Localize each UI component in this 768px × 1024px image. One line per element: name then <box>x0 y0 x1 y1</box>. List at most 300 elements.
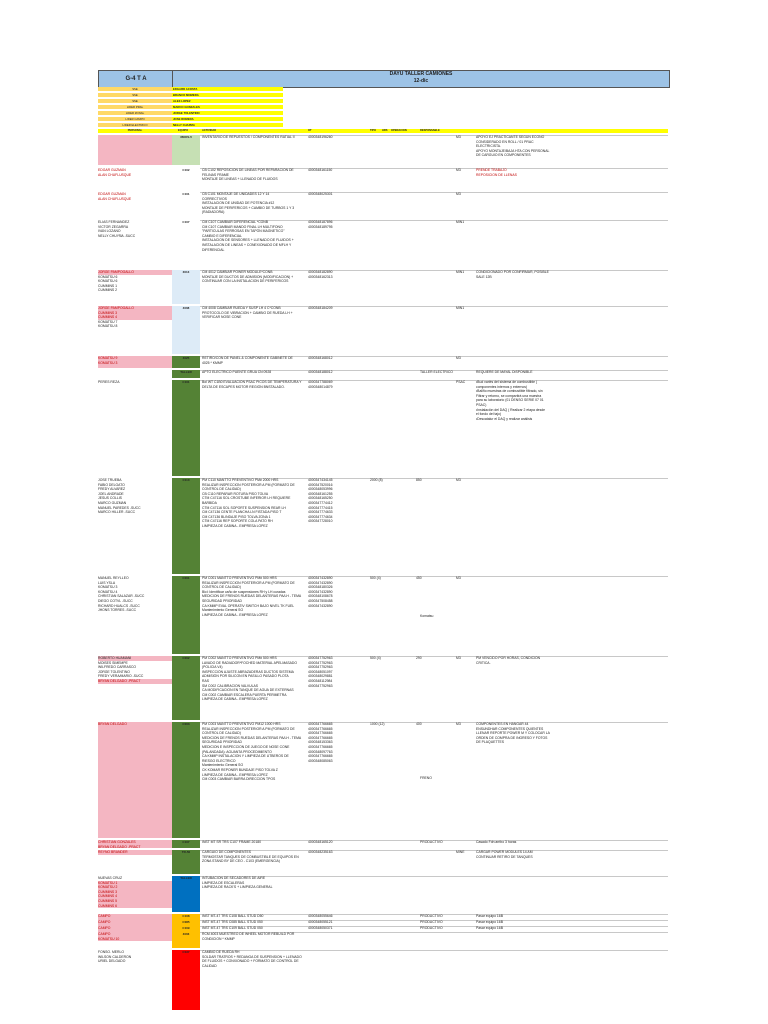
role-label: LIDER CAMPO <box>98 117 172 121</box>
activity-text: CONTINUAR CON LA INSTALACION DE PERIFERICOS <box>202 279 289 284</box>
person-name: KOMATSU 1 <box>98 881 172 886</box>
hrs-value: 290 <box>416 656 422 660</box>
role-person: BRANCO MOMERA <box>172 93 283 97</box>
personnel-cell <box>98 192 172 218</box>
person-name: CUMMINS 3 <box>98 890 172 895</box>
responsable-value: MIN1 <box>456 306 465 310</box>
ot-cell <box>308 576 364 608</box>
person-name: ALAN CHUFLUSQUE <box>98 196 132 201</box>
table-row <box>98 478 668 574</box>
ot-cell <box>308 370 364 375</box>
ot-cell <box>308 168 364 173</box>
observation-text: •Bud variés del sistema de combustible ( <box>476 380 538 384</box>
responsable-value: MIN1 <box>456 270 465 274</box>
equipment-cell <box>172 656 200 720</box>
person-name: CAMPO <box>98 932 172 937</box>
activity-cell <box>202 192 306 215</box>
tipo-value: 500 (4) <box>370 656 381 660</box>
observation-text: ORDEN DE COMPRA DE INGRESO Y FOTOS <box>476 735 548 740</box>
activity-text: CTM C47116 SOL CROSTUBE INFERIOR LH REQUIERE <box>202 496 291 501</box>
activity-text: Bicl: Identificar caño de suspensiones RH y LH curadas <box>202 589 286 594</box>
activity-text: DIFERENCIAL <box>202 247 225 252</box>
ot-number: 4000348108678 <box>308 594 333 599</box>
ot-number: 4000347520016 <box>308 482 333 487</box>
brand-title: G-4 T A <box>125 76 147 82</box>
operacion-value: M3 <box>456 722 461 726</box>
title-cell <box>172 70 670 88</box>
ot-cell <box>308 840 364 845</box>
observation-text: CONTINUAR RETIRO DE TANQUES <box>476 854 533 859</box>
table-row <box>98 270 668 304</box>
equipment-cell <box>172 876 200 912</box>
observation-text: PSAC) <box>476 402 487 407</box>
observation-cell <box>476 722 596 745</box>
person-name: CHRISTIAN SALAZAR -SUCC <box>98 594 145 599</box>
ot-number: 4000348165120 <box>308 840 333 844</box>
responsable-value: MIN1 <box>456 220 465 224</box>
ot-number: 4000348196260 <box>308 135 333 139</box>
ot-number: 4000348180326 <box>308 585 333 590</box>
equipment-cell <box>172 192 200 218</box>
activity-text: INST MT-47 TRS C109 BALL STUD 050 <box>202 926 263 930</box>
equipment-code: 3013 <box>182 270 190 274</box>
equipment-code: C002 <box>182 656 190 660</box>
table-row <box>98 656 668 720</box>
personnel-cell <box>98 370 172 378</box>
activity-text: CB C101 MONTAJE DE UNIDADES 12 Y 14 <box>202 192 270 196</box>
observation-text: APOYO EJ PRACTICANTE SEGÚN ECONO <box>476 135 545 139</box>
equipment-cell <box>172 135 200 165</box>
role-person: ALEX LOPEZ <box>172 99 283 103</box>
ot-number: 4000347432890 <box>308 580 333 585</box>
ot-cell <box>308 220 364 229</box>
activity-text: CAMBIO DE RUEDA RH <box>202 950 240 954</box>
activity-text: TERMOSTAR TANQUES DE COMBUSTIBLE DE EQUIPOS EN <box>202 854 299 859</box>
activity-text: (RADIADORA) <box>202 210 225 215</box>
activity-cell <box>202 850 306 864</box>
activity-text: LIMPIEZA DE CABINA - EMPRESA LOPEZ <box>202 697 268 702</box>
ot-number: 4000348053996 <box>308 487 333 492</box>
activity-text: CM C47136 CENTE PLANCHA LN FISTADA PISO T <box>202 510 282 515</box>
observation-text: ENSUNDHAR COMPONENTES QUIENTES <box>476 726 544 731</box>
activity-text: LIMPIEZA DE CABINA - EMPRESA LOPEZ <box>202 523 268 528</box>
personnel-cell <box>98 850 172 874</box>
table-row <box>98 576 668 654</box>
observation-text: PM VENCIDO POR HORAS, CONDICION <box>476 656 541 660</box>
activity-text: SOLDAR TRATROS + REDANGA DE SUSPENSION + LLENADO <box>202 954 302 959</box>
observation-text: APOYO MONTAJE/BAJA HTA CON PERSONAL <box>476 148 550 153</box>
activity-cell <box>202 950 306 968</box>
equipment-cell <box>172 576 200 654</box>
person-name: ALAN CHUFLUSQUE <box>98 172 132 177</box>
personnel-cell <box>98 306 172 354</box>
tipo-cell <box>370 478 400 483</box>
hrs-cell <box>416 656 436 661</box>
col-equipo: EQUIPO <box>178 129 189 132</box>
observation-cell <box>476 135 596 158</box>
role-person: MARCO GONZALES <box>172 105 283 109</box>
col-personal: PERSONAL <box>127 129 143 132</box>
ot-cell <box>308 356 364 361</box>
person-name: JORGE PAMPOGALLO <box>98 306 172 311</box>
operacion-value: M3 <box>456 656 461 660</box>
person-name: KOMATSU 2 <box>98 885 172 890</box>
activity-text: REALIZAR INSPECCION POSTERIOR A PM (FORMATO DE <box>202 482 295 487</box>
ot-number: 4000347432890 <box>308 603 333 608</box>
observation-cell <box>476 914 596 919</box>
person-name: NUEVAS CRUZ <box>98 876 123 880</box>
ot-number: 4000348029881 <box>308 674 333 679</box>
table-row <box>98 356 668 368</box>
person-name: JESUS COLLIS <box>98 496 122 501</box>
activity-text: LAVADO DE RADIADOR*FOCHED MATERIAL APELMASADO <box>202 660 298 665</box>
tipo-cell <box>370 656 400 661</box>
activity-text: INSTALACION DE UNIDAD DE POTENCIA #12 <box>202 201 275 206</box>
activity-cell <box>202 168 306 182</box>
person-name: EDGAR GUZMAN <box>98 192 126 196</box>
activity-text: SM C002 CALIBRACION VALVULAS <box>202 683 259 688</box>
equipment-cell <box>172 370 200 378</box>
table-row <box>98 722 668 838</box>
role-label: SSE <box>98 87 172 91</box>
person-name: IVAN LOZANO <box>98 229 121 234</box>
equipment-code: 360KS-5 <box>180 135 192 139</box>
activity-cell <box>202 920 306 925</box>
activity-cell <box>202 478 306 529</box>
equipment-cell <box>172 478 200 574</box>
responsable-value: M3 <box>456 192 461 196</box>
activity-text: REALIZAR INSPECCION POSTERIOR A PM (FORMATO DE <box>202 726 295 731</box>
ot-cell <box>308 850 364 855</box>
ot-number: 4000348051097 <box>308 669 333 674</box>
activity-cell <box>202 370 306 375</box>
equipment-code: C085 <box>182 920 190 924</box>
activity-text: MONTAJE DE LINEAS + LLENADO DE FLUIDOS <box>202 177 278 182</box>
observation-text: Pasar equipo 16B <box>476 914 503 918</box>
observation-text: PRENDE TRABAJO <box>476 168 507 172</box>
observation-cell <box>476 850 596 859</box>
equipment-code: C001 <box>182 576 190 580</box>
col-responsable: RESPONSABLE <box>420 129 440 132</box>
person-name: KOMATSU 6 <box>98 279 118 284</box>
activity-text: RIESGO ELECTRICO <box>202 758 236 763</box>
ot-number: 4000348014879 <box>308 384 333 389</box>
operacion-cell <box>420 914 460 919</box>
operacion-cell <box>456 478 496 483</box>
equipment-cell <box>172 356 200 368</box>
person-name: PERES REZA <box>98 380 120 384</box>
equipment-cell <box>172 220 200 268</box>
extra-note: Komatsu <box>420 614 434 618</box>
table-row <box>98 876 668 912</box>
equipment-cell <box>172 840 200 848</box>
person-name: KOMATSU 4 <box>98 589 118 594</box>
responsable-cell <box>456 306 490 311</box>
ot-number: 4000348153363 <box>308 740 333 745</box>
person-name: ROBERTO HUAMANI <box>98 656 172 661</box>
ot-number: 4000348235163 <box>308 850 333 854</box>
equipment-code: TR-50 <box>181 850 191 854</box>
person-name: WILFREDO CARRASCO <box>98 665 137 670</box>
ot-number: 4000348189795 <box>308 224 333 229</box>
personnel-cell <box>98 220 172 268</box>
activity-text: CONTROL DE CALIDAD) <box>202 731 241 736</box>
person-name: BRYAN DELGADO -PRACT <box>98 844 141 849</box>
personnel-cell <box>98 356 172 368</box>
ot-number: 4000347774412 <box>308 500 333 505</box>
activity-text: LIMPIEZA DE CABINA - EMPRESA LOPEZ <box>202 772 268 777</box>
activity-text: CONTROL DE CALIDAD) <box>202 487 241 492</box>
ot-number: 4000347766665 <box>308 735 333 740</box>
activity-text: INSTALACION DE SENSORES + LLENADO DE FLUIDOS + <box>202 238 294 243</box>
role-label: SSE <box>98 99 172 103</box>
role-label: SSE <box>98 93 172 97</box>
role-person: JOSE ROMERA <box>172 117 283 121</box>
personnel-cell <box>98 270 172 304</box>
equipment-code: 4025 <box>182 356 190 360</box>
ot-number: 4000347752963 <box>308 683 333 688</box>
sheet-title: DAYU TALLER CAMIONES <box>389 71 453 77</box>
table-row <box>98 192 668 218</box>
activity-text: (POLICIA V4) <box>202 665 223 670</box>
table-row <box>98 135 668 165</box>
activity-text: ZONA STAND BY DE CEO - C103 (EMERGENCIA) <box>202 859 280 864</box>
ot-number: 4000347752963 <box>308 656 333 660</box>
table-row <box>98 220 668 268</box>
person-name: JORGE PAMPOGALLO <box>98 270 172 275</box>
activity-text: CB C110 REPARAR ROTURA PISO TOLVA <box>202 491 269 496</box>
table-row <box>98 840 668 848</box>
equipment-code: C110 <box>182 478 190 482</box>
ot-cell <box>308 920 364 925</box>
observation-cell <box>476 168 596 177</box>
ot-cell <box>308 914 364 919</box>
col-ot: OT <box>308 129 312 132</box>
operacion-value: PSAC <box>456 380 466 384</box>
person-name: CUMMINS 3 <box>98 311 172 316</box>
activity-text: RCM 4003 MUESTREO DE WHEEL MOTOR REBUILD POR <box>202 932 295 936</box>
activity-text: INSTALACION DE LINEAS + CONEXIONADO DE MFLH Y <box>202 242 292 247</box>
observation-text: Pasar equipo 16B <box>476 926 503 930</box>
role-label: LIDER ZONAL <box>98 111 172 115</box>
activity-cell <box>202 135 306 140</box>
equipment-code: 4008 <box>182 306 190 310</box>
personnel-cell <box>98 656 172 720</box>
person-name: RICHARD HUALCS -SUCC <box>98 603 140 608</box>
person-name: FREDY VERA/MARIO -SUCC <box>98 674 144 679</box>
person-name: MANUEL PAREDES -SUCC <box>98 505 141 510</box>
operacion-cell <box>420 920 460 925</box>
responsable-value: M3 <box>456 356 461 360</box>
table-row <box>98 370 668 378</box>
activity-text: CM 4008 CAMBIAR RUEDA Y SUSP LH 4 C*CONB <box>202 306 281 310</box>
person-name: WILSON CALDERON <box>98 954 132 959</box>
role-row <box>98 105 668 109</box>
ot-number: 4000348162313 <box>308 274 333 279</box>
equipment-code: TALLER <box>180 876 192 880</box>
observation-text: SALE 12B <box>476 274 492 279</box>
activity-text: PM C003 MANTTO PREVENTIVO PM12 1000 HRS <box>202 722 281 726</box>
ot-cell <box>308 270 364 279</box>
ot-number: 4000347728010 <box>308 519 333 524</box>
activity-text: RAS <box>202 678 209 683</box>
ot-number: 4000347766665 <box>308 731 333 736</box>
person-name: CUMMINS 2 <box>98 288 118 293</box>
operacion-cell <box>420 926 460 931</box>
activity-text: CARGUIO DE COMPONENTES <box>202 850 251 854</box>
ot-number: 4000347508458 <box>308 598 333 603</box>
observation-cell <box>476 380 596 421</box>
person-name: EDGAR GUZMAN <box>98 168 126 172</box>
ot-number: 4000348182890 <box>308 270 333 274</box>
observation-cell <box>476 656 596 665</box>
activity-cell <box>202 914 306 919</box>
observation-text: CONSIDERADO EN ROLL / 01 PRAC <box>476 139 534 144</box>
person-name: CUMMINS 1 <box>98 283 118 288</box>
activity-text: CA KMMP EVAL OPERATIV SWITCH BAJO NIVEL TK FUEL <box>202 603 295 608</box>
col-actividad: ACTIVIDAD <box>202 129 217 132</box>
activity-text: MONTAJE DE PERIFERICOS + CAMBIO DE TURBOS 1 Y 3 <box>202 205 295 210</box>
col-operacion: OPERACION <box>391 129 407 132</box>
equipment-cell <box>172 306 200 354</box>
sheet-date: 12-dic <box>413 78 429 84</box>
hrs-cell <box>416 722 436 727</box>
equipment-cell <box>172 722 200 838</box>
tipo-value: 2000 (8) <box>370 478 383 482</box>
observation-text: •Baliño muestras de combustible filtrado, sin <box>476 389 543 394</box>
ot-number: 4000348112984 <box>308 678 333 683</box>
observation-text: REQUIERE DE MAYAL DISPONIBLE <box>476 370 533 374</box>
responsable-value: M3 <box>456 135 461 139</box>
activity-text: CM C107 CAMBIAR MANDO FINAL LH MULTIFONO <box>202 224 283 229</box>
activity-text: FELINAS FRAME <box>202 172 229 177</box>
ot-number: 4000347432890 <box>308 589 333 594</box>
operacion-cell <box>456 576 496 581</box>
observation-text: ELECTRICISTA. <box>476 144 501 149</box>
observation-text: LLENAR REPORTE POWER M Y COLOCAR LA <box>476 731 550 736</box>
role-row <box>98 87 668 91</box>
observation-cell <box>476 370 596 375</box>
equipment-code: C109 <box>182 926 190 930</box>
person-name: KOMATSU 3 <box>98 360 118 365</box>
hrs-value: 450 <box>416 576 422 580</box>
activity-text: (PALANDADA): AGUANTA PROCEDIMIENTO <box>202 749 272 754</box>
table-row <box>98 380 668 476</box>
activity-text: SEGURIDAD PRIORIDAD <box>202 740 242 745</box>
operacion-value: PRODUCTIVO <box>420 926 443 930</box>
person-name: DIEGO COTVL -SUCC <box>98 598 133 603</box>
activity-text: LIMPIEZA DE ESCALERAS <box>202 880 245 885</box>
ot-number: 4000347432890 <box>308 576 333 580</box>
ot-number: 4000347774415 <box>308 505 333 510</box>
activity-text: CAMBIO E DIFERENCIAL <box>202 233 242 238</box>
activity-text: DELTA DE ESCAPES MOTOR REGIÓN BNSTALADO. <box>202 384 285 389</box>
person-name: JHONS TORRES -SUCC <box>98 608 137 613</box>
ot-number: 4000347752963 <box>308 660 333 665</box>
activity-cell <box>202 306 306 320</box>
activity-text: MEDICION E INSPECCION DE JUEGO DE NOSE CONE <box>202 744 290 749</box>
ot-number: 4000348161255 <box>308 491 333 496</box>
observation-text: DE CARGUIO EN COMPONENTES <box>476 153 531 158</box>
observation-text: CARGAR POWER MODULES 14 AM <box>476 850 533 854</box>
equipment-cell <box>172 932 200 948</box>
ot-number: 4000347774633 <box>308 510 333 515</box>
observation-text: REPOSICION DE LLENAS <box>476 172 517 177</box>
operacion-value: M3 <box>456 478 461 482</box>
activity-text: Bol WT C1B0 EVALUACION PSAC PICOS DE TEMPERATURA Y <box>202 380 302 384</box>
equipment-code: C101 <box>182 380 190 384</box>
observation-text: Casado Fdn arribo 3 horas <box>476 840 517 844</box>
ot-number: 4000347766665 <box>308 744 333 749</box>
equipment-cell <box>172 850 200 874</box>
activity-cell <box>202 380 306 389</box>
person-name: FREDY ALVAREZ <box>98 487 126 492</box>
tipo-cell <box>370 722 400 727</box>
person-name: KOMATSU 9 <box>98 356 118 360</box>
table-row <box>98 850 668 874</box>
activity-text: CA MODIFICACION EN TANQUE DE AGUA DE EXTERNAS <box>202 688 294 693</box>
tipo-value: 500 (4) <box>370 576 381 580</box>
activity-text: CA KMMP INSTALACION Y LIMPIEZA DE UTBEROS DE <box>202 754 289 759</box>
activity-text: VERIFICAR NOSE CONE <box>202 315 242 320</box>
person-name: VICTOR ZEGARRA <box>98 224 129 229</box>
person-name: CUMMINS 6 <box>98 904 172 909</box>
person-name: CAMPO <box>98 920 111 924</box>
ot-number: 4000348168012 <box>308 356 333 360</box>
observation-text: para su laboratorio (01 DENSO SERIE 07 01 <box>476 398 544 403</box>
equipment-code: C037 <box>182 950 190 954</box>
person-name: LUIS YSLA <box>98 580 116 585</box>
person-name: ELIAS FERNANDEZ <box>98 220 130 224</box>
ot-number: 4000347766665 <box>308 722 333 726</box>
activity-text: CORRECTIVOS <box>202 196 227 201</box>
personnel-cell <box>98 932 172 948</box>
person-name: JOSE TRUEBA <box>98 478 122 482</box>
observation-cell <box>476 270 596 279</box>
observation-cell <box>476 840 596 845</box>
person-name: CAMPO <box>98 926 111 930</box>
activity-text: APTO ELECTRICO PUENTE GRUA CN 0928 <box>202 370 272 374</box>
activity-text: INSPECCIÓN AJUSTE ABRAZADERAS DUCTOS SISTEMA <box>202 669 294 674</box>
equipment-cell <box>172 950 200 1010</box>
observation-text: CONDICIONADO POR CONFIRMAR, POSIBLE <box>476 270 549 274</box>
activity-text: CM C002 CAMBIAR ESCALERA PUERTA PERIMETRA <box>202 692 287 697</box>
activity-text: Mantenimiento General SO <box>202 763 244 768</box>
table-row <box>98 932 668 948</box>
activity-text: MEDICION DE FRENOS RUEDAS DELANTERAS PA/LH - TEMA <box>202 735 302 740</box>
equipment-cell <box>172 380 200 476</box>
ot-cell <box>308 722 364 763</box>
personnel-cell <box>98 576 172 654</box>
observation-text: el fondo del tajo) <box>476 412 502 417</box>
equipment-code: 4003 <box>182 932 190 936</box>
ot-number: 4000348187896 <box>308 220 333 224</box>
activity-text: ADMISIÓN POR SILICON EN PASILLO PASADO PLOTA <box>202 674 289 679</box>
activity-text: REALIZAR INSPECCION POSTERIOR A PM (FORMATO DE <box>202 580 295 585</box>
activity-text: SEGURIDAD PRIORIDAD <box>202 598 242 603</box>
col-tipo: TIPO <box>370 129 377 132</box>
role-row <box>98 111 668 115</box>
operacion-value: PRODUCTIVO <box>420 914 443 918</box>
hrs-cell <box>416 478 436 483</box>
role-person: NELLY CHAPMA <box>172 123 283 127</box>
person-name: MOISES SIMEMPE <box>98 660 128 665</box>
extra-note: FRENO <box>420 776 432 780</box>
activity-text: PM C002 MANTTO PREVENTIVO PM# 500 HRS <box>202 656 277 660</box>
observation-cell <box>476 920 596 925</box>
activity-text: INTUBACION DE SECADORES DE AIRE <box>202 876 266 880</box>
role-row <box>98 117 668 121</box>
